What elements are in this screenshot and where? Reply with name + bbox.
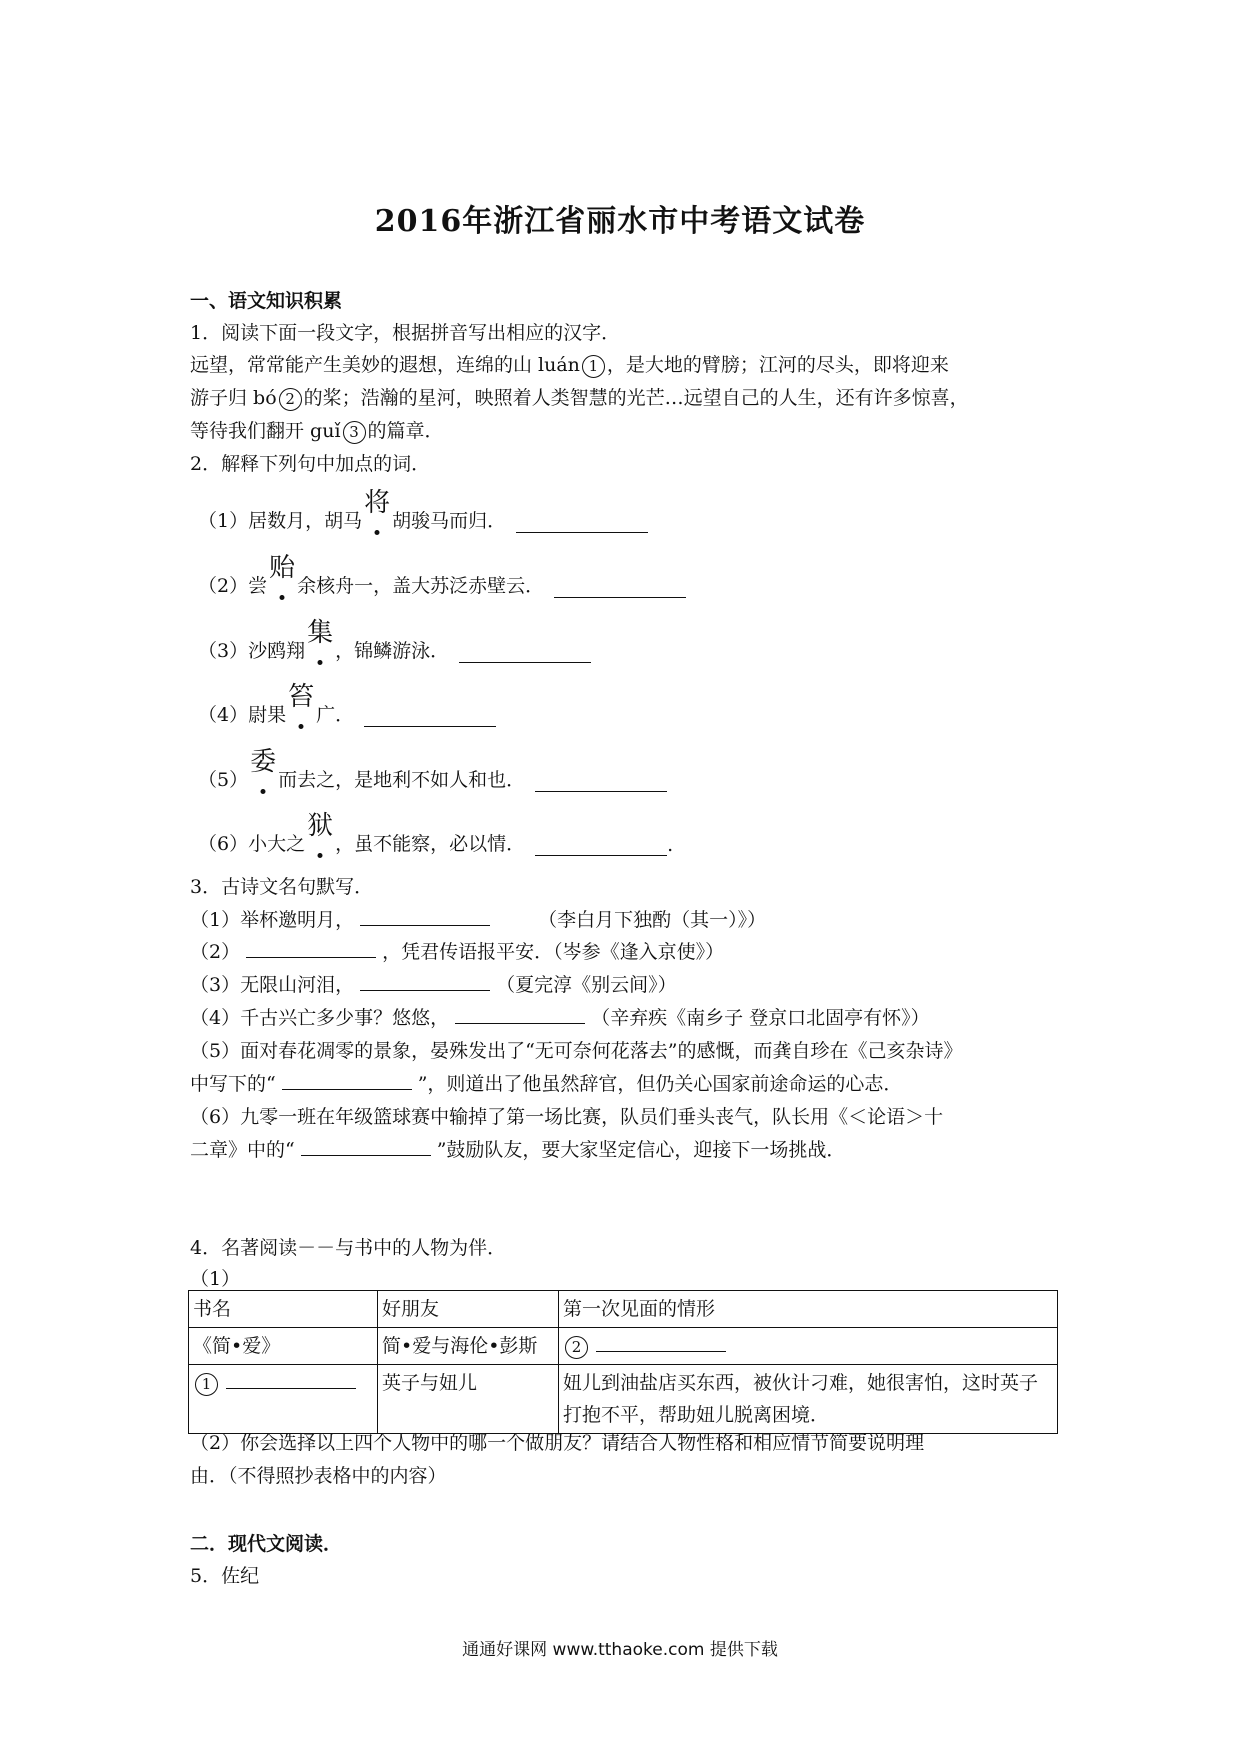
dotted-word: 将 [364,482,390,519]
q3-line-3: （3）无限山河泪， （夏完淳《别云间》） [190,970,677,997]
answer-blank[interactable] [360,905,490,926]
circle-number: 1 [195,1373,218,1396]
circle-number: 1 [582,355,605,378]
reading-table [188,1290,1058,1434]
q2-item-1: （1）居数月，胡马 将 胡骏马而归． [198,496,648,533]
answer-blank[interactable] [360,970,490,991]
q2-prompt: 2．解释下列句中加点的词． [190,453,431,475]
circle-number: 2 [565,1336,588,1359]
q4-sub2-line-2: 由．（不得照抄表格中的内容） [190,1465,447,1487]
page-footer: 通通好课网 www.tthaoke.com 提供下载 [462,1640,778,1660]
answer-blank[interactable] [554,577,686,598]
q3-line-6a: （6）九零一班在年级篮球赛中输掉了第一场比赛，队员们垂头丧气，队长用《＜论语＞十 [190,1106,944,1128]
table-row [189,1365,1058,1434]
answer-blank[interactable] [596,1331,726,1352]
table-header: 好朋友 [378,1291,559,1328]
q3-line-4: （4）千古兴亡多少事？悠悠， （辛弃疾《南乡子 登京口北固亭有怀》） [190,1003,930,1030]
q2-item-4: （4）尉果 笞 广． [198,690,496,727]
answer-blank[interactable] [364,706,496,727]
q2-item-3: （3）沙鸥翔 集 ，锦鳞游泳． [198,626,591,663]
dotted-word: 贻 [269,547,295,584]
section-heading-1: 一、语文知识积累 [190,290,343,312]
q1-prompt: 1．阅读下面一段文字，根据拼音写出相应的汉字． [190,322,621,344]
table-cell: 妞儿到油盐店买东西，被伙计刁难，她很害怕，这时英子打抱不平，帮助妞儿脱离困境． [559,1365,1058,1434]
q3-prompt: 3．古诗文名句默写． [190,876,374,898]
answer-blank[interactable] [301,1135,431,1156]
answer-blank[interactable] [226,1368,356,1389]
q4-prompt: 4．名著阅读－－与书中的人物为伴． [190,1237,507,1259]
q1-line-2: 游子归 bó 2 的桨；浩瀚的星河，映照着人类智慧的光芒…远望自己的人生，还有许多惊喜， [190,387,969,409]
q3-line-5b: 中写下的“ ”，则道出了他虽然辞官，但仍关心国家前途命运的心志． [190,1069,902,1096]
q2-item-6: （6）小大之 狱 ，虽不能察，必以情． . [198,819,673,856]
q5-prompt: 5．佐纪 [190,1565,260,1587]
q3-line-2: （2） ，凭君传语报平安．（岑参《逢入京使》） [190,937,724,964]
table-header-row [189,1291,1058,1328]
page-title: 2016年浙江省丽水市中考语文试卷 [374,204,866,239]
answer-blank[interactable] [535,771,667,792]
answer-blank[interactable] [282,1069,412,1090]
q1-line-1: 远望，常常能产生美妙的遐想，连绵的山 luán 1 ，是大地的臂膀；江河的尽头，即将迎来 [190,354,949,376]
answer-blank[interactable] [459,642,591,663]
q1-line-3: 等待我们翻开 guǐ 3 的篇章． [190,420,444,442]
section-heading-2: 二．现代文阅读． [190,1533,343,1555]
q2-item-2: （2）尝 贻 余核舟一，盖大苏泛赤壁云． [198,561,686,598]
answer-blank[interactable] [535,835,667,856]
circle-number: 2 [279,388,302,411]
table-cell [559,1328,1058,1365]
q4-sub2-line-1: （2）你会选择以上四个人物中的哪一个做朋友？请结合人物性格和相应情节简要说明理 [190,1432,925,1454]
answer-blank[interactable] [455,1003,585,1024]
table-cell [189,1365,378,1434]
q2-item-5: （5） 委 而去之，是地利不如人和也． [198,755,667,792]
dotted-word: 笞 [288,676,314,713]
q4-sub1: （1） [190,1268,241,1290]
dotted-word: 委 [250,741,276,778]
table-header: 第一次见面的情形 [559,1291,1058,1328]
table-header: 书名 [189,1291,378,1328]
circle-number: 3 [343,421,366,444]
table-row [189,1328,1058,1365]
dotted-word: 集 [307,612,333,649]
answer-blank[interactable] [246,937,376,958]
answer-blank[interactable] [516,512,648,533]
table-cell: 《简•爱》 [189,1328,378,1365]
table-cell: 简•爱与海伦•彭斯 [378,1328,559,1365]
q3-line-6b: 二章》中的“ ”鼓励队友，要大家坚定信心，迎接下一场挑战． [190,1135,845,1162]
dotted-word: 狱 [307,805,333,842]
q3-line-1: （1）举杯邀明月， （李白月下独酌（其一）》） [190,905,766,932]
q3-line-5a: （5）面对春花凋零的景象，晏殊发出了“无可奈何花落去”的感慨，而龚自珍在《己亥杂诗》 [190,1040,963,1062]
table-cell: 英子与妞儿 [378,1365,559,1434]
